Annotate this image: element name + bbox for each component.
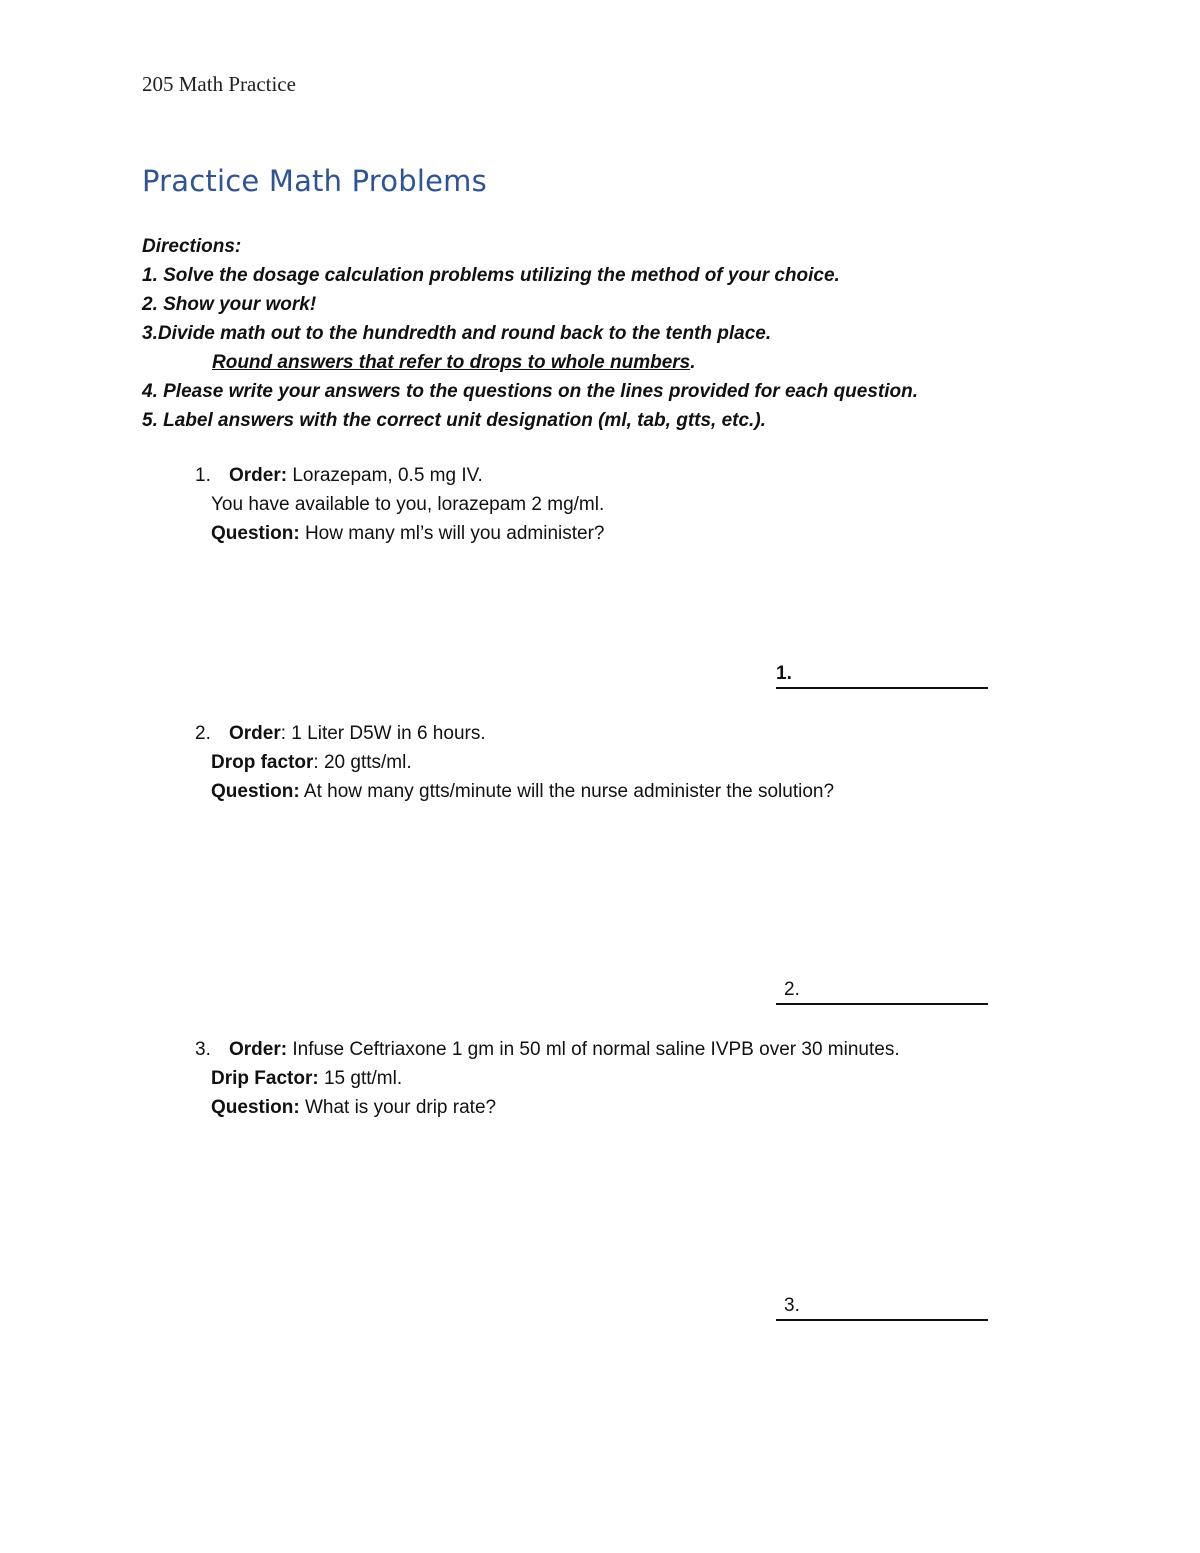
question-2: [195, 719, 1055, 806]
question-2-drop-factor-text: : 20 gtts/ml.: [313, 752, 412, 773]
direction-item-1: 1. Solve the dosage calculation problems utilizing the method of your choice.: [142, 265, 840, 286]
rounding-note: Round answers that refer to drops to whole numbers: [212, 352, 691, 373]
answer-line-2-label: 2.: [784, 979, 800, 1000]
question-1-question-text: How many ml’s will you administer?: [299, 523, 605, 544]
question-1-order-label: Order:: [229, 465, 288, 486]
rounding-note-period: .: [690, 352, 696, 373]
question-2-question-text: At how many gtts/minute will the nurse administer the solution?: [299, 781, 835, 802]
question-3-question-line: [195, 1093, 1055, 1122]
answer-line-2[interactable]: [776, 975, 988, 1005]
directions-heading: Directions:: [142, 236, 242, 257]
direction-item-5: 5. Label answers with the correct unit designation (ml, tab, gtts, etc.).: [142, 410, 766, 431]
question-1-order-text: Lorazepam, 0.5 mg IV.: [287, 465, 483, 486]
question-1-question-line: [195, 519, 1055, 548]
question-3-number: 3.: [195, 1039, 211, 1060]
question-3-order-label: Order:: [229, 1039, 288, 1060]
question-2-order-line: [195, 719, 1055, 748]
question-1-available-text: You have available to you, lorazepam 2 mg/ml.: [211, 494, 605, 515]
direction-item-2: 2. Show your work!: [142, 294, 317, 315]
question-1-number: 1.: [195, 465, 211, 486]
direction-item-4: 4. Please write your answers to the questions on the lines provided for each question.: [142, 381, 919, 402]
question-3: [195, 1035, 1055, 1122]
question-1-question-label: Question:: [211, 523, 300, 544]
question-1-available-line: [195, 490, 1055, 519]
question-1-order-line: [195, 461, 1055, 490]
question-2-order-label: Order: [229, 723, 281, 744]
question-3-question-label: Question:: [211, 1097, 300, 1118]
question-3-drip-factor-line: [195, 1064, 1055, 1093]
directions-block: [142, 232, 1042, 435]
question-2-question-line: [195, 777, 1055, 806]
question-3-order-text: Infuse Ceftriaxone 1 gm in 50 ml of normal saline IVPB over 30 minutes.: [287, 1039, 900, 1060]
question-2-order-text: : 1 Liter D5W in 6 hours.: [280, 723, 486, 744]
answer-line-1[interactable]: [776, 659, 988, 689]
question-2-number: 2.: [195, 723, 211, 744]
answer-line-3-label: 3.: [784, 1295, 800, 1316]
question-2-drop-factor-label: Drop factor: [211, 752, 314, 773]
question-3-drip-factor-text: 15 gtt/ml.: [318, 1068, 403, 1089]
question-3-drip-factor-label: Drip Factor:: [211, 1068, 319, 1089]
question-1: [195, 461, 1055, 548]
question-2-question-label: Question:: [211, 781, 300, 802]
question-3-order-line: [195, 1035, 1055, 1064]
question-3-question-text: What is your drip rate?: [299, 1097, 497, 1118]
direction-item-3-note: [142, 348, 1042, 377]
answer-line-3[interactable]: [776, 1291, 988, 1321]
direction-item-3: 3.Divide math out to the hundredth and round back to the tenth place.: [142, 323, 772, 344]
page-title: Practice Math Problems: [142, 164, 487, 198]
answer-line-1-label: 1.: [776, 663, 792, 684]
question-2-drop-factor-line: [195, 748, 1055, 777]
running-header: 205 Math Practice: [142, 72, 296, 96]
